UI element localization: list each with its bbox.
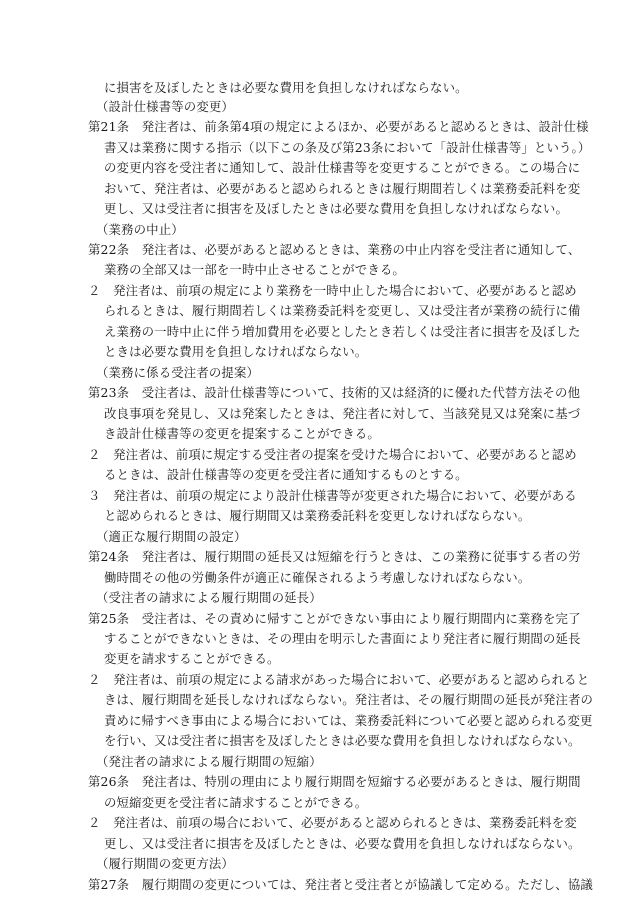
article-26-line: 第26条 発注者は、特別の理由により履行期間を短縮する必要があるときは、履行期間	[88, 774, 581, 789]
text-line: 働時間その他の労働条件が適正に確保されるよう考慮しなければならない。	[104, 570, 531, 585]
paragraph-2-line: ２ 発注者は、前項の規定により業務を一時中止した場合において、必要があると認め	[88, 283, 577, 298]
text-line: の変更内容を受注者に通知して、設計仕様書等を変更することができる。この場合に	[104, 160, 581, 175]
text-line: することができないときは、その理由を明示した書面により発注者に履行期間の延長	[104, 631, 581, 646]
article-27-line: 第27条 履行期間の変更については、発注者と受注者とが協議して定める。ただし、協議	[88, 877, 593, 892]
section-heading: （発注者の請求による履行期間の短縮）	[96, 754, 322, 769]
text-line: おいて、発注者は、必要があると認められるときは履行期間若しくは業務委託料を変	[104, 181, 581, 196]
text-line: を行い、又は受注者に損害を及ぼしたときは必要な費用を負担しなければならない。	[104, 733, 581, 748]
article-23-line: 第23条 受注者は、設計仕様書等について、技術的又は経済的に優れた代替方法その他	[88, 385, 581, 400]
article-25-line: 第25条 受注者は、その責めに帰すことができない事由により履行期間内に業務を完了	[88, 611, 581, 626]
text-line: 業務の全部又は一部を一時中止させることができる。	[104, 262, 405, 277]
text-line: と認められるときは、履行期間又は業務委託料を変更しなければならない。	[104, 508, 531, 523]
text-line: 更し、又は受注者に損害を及ぼしたときは必要な費用を負担しなければならない。	[104, 201, 569, 216]
text-line: の短縮変更を受注者に請求することができる。	[104, 795, 368, 810]
section-heading: （業務の中止）	[96, 222, 184, 237]
paragraph-2-line: ２ 発注者は、前項の場合において、必要があると認められるときは、業務委託料を変	[88, 815, 577, 830]
paragraph-2-line: ２ 発注者は、前項に規定する受注者の提案を受けた場合において、必要があると認め	[88, 447, 577, 462]
section-heading: （受注者の請求による履行期間の延長）	[96, 590, 322, 605]
text-line: 書又は業務に関する指示（以下この条及び第23条において「設計仕様書等」という。）	[104, 140, 591, 155]
text-line: 更し、又は受注者に損害を及ぼしたときは、必要な費用を負担しなければならない。	[104, 836, 581, 851]
text-line: え業務の一時中止に伴う増加費用を必要としたとき若しくは受注者に損害を及ぼした	[104, 324, 581, 339]
paragraph-3-line: ３ 発注者は、前項の規定により設計仕様書等が変更された場合において、必要がある	[88, 488, 577, 503]
text-line: ときは必要な費用を負担しなければならない。	[104, 344, 368, 359]
section-heading: （設計仕様書等の変更）	[96, 99, 234, 114]
section-heading: （業務に係る受注者の提案）	[96, 365, 260, 380]
text-line: 改良事項を発見し、又は発案したときは、発注者に対して、当該発見又は発案に基づ	[104, 406, 581, 421]
section-heading: （適正な履行期間の設定）	[96, 529, 247, 544]
article-24-line: 第24条 発注者は、履行期間の延長又は短縮を行うときは、この業務に従事する者の労	[88, 549, 581, 564]
section-heading: （履行期間の変更方法）	[96, 856, 234, 871]
text-line: るときは、設計仕様書等の変更を受注者に通知するものとする。	[104, 467, 468, 482]
text-line: られるときは、履行期間若しくは業務委託料を変更し、又は受注者が業務の続行に備	[104, 303, 581, 318]
text-line: き設計仕様書等の変更を提案することができる。	[104, 426, 380, 441]
text-line: 変更を請求することができる。	[104, 651, 280, 666]
text-line: きは、履行期間を延長しなければならない。発注者は、その履行期間の延長が発注者の	[104, 692, 594, 707]
text-line: に損害を及ぼしたときは必要な費用を負担しなければならない。	[104, 80, 468, 95]
article-21-line: 第21条 発注者は、前条第4項の規定によるほか、必要があると認めるときは、設計仕様	[88, 119, 589, 134]
paragraph-2-line: ２ 発注者は、前項の規定による請求があった場合において、必要があると認められると	[88, 672, 590, 687]
text-line: 責めに帰すべき事由による場合においては、業務委託料について必要と認められる変更	[104, 713, 593, 728]
article-22-line: 第22条 発注者は、必要があると認めるときは、業務の中止内容を受注者に通知して、	[88, 242, 581, 257]
